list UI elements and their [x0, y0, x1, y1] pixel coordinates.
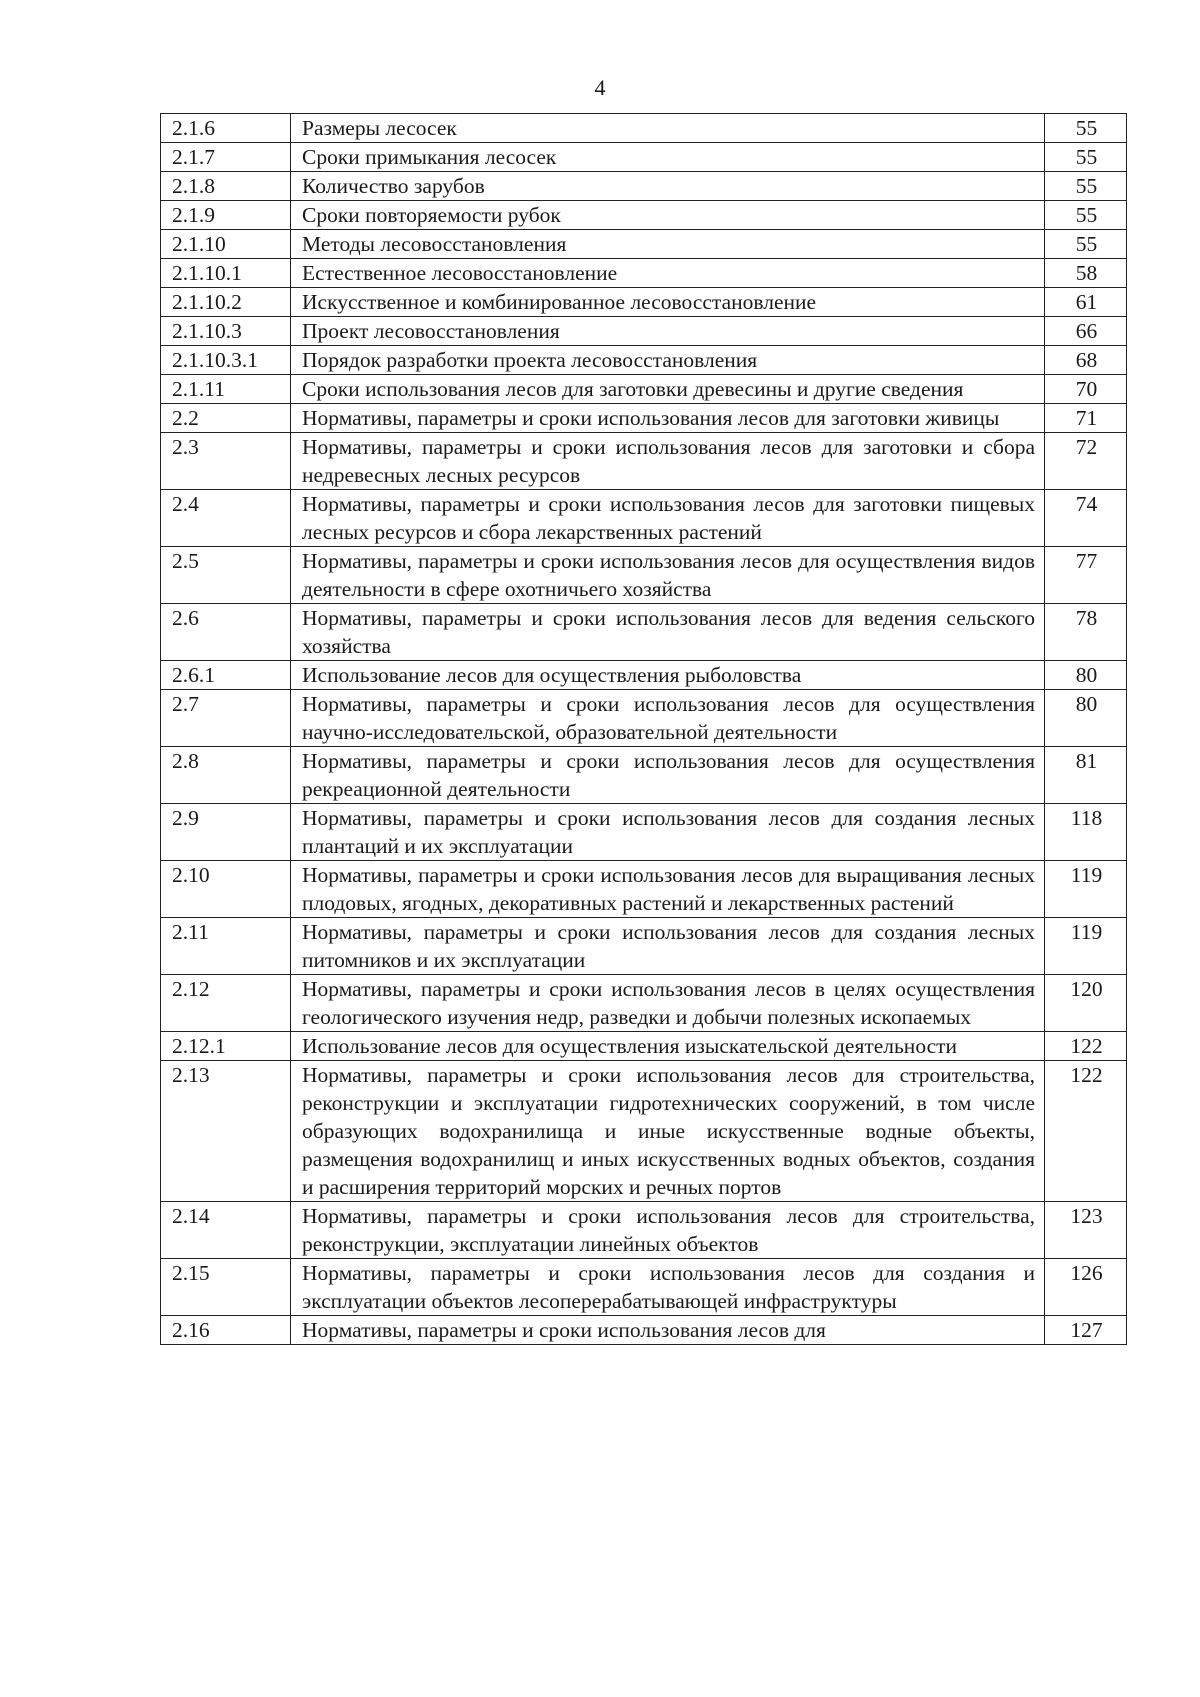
toc-section-number: 2.15 — [161, 1259, 291, 1316]
toc-section-number: 2.9 — [161, 804, 291, 861]
toc-row — [161, 547, 1127, 604]
toc-section-title: Нормативы, параметры и сроки использования лесов для осуществления научно-исследовательской, образовательной деятельности — [291, 690, 1045, 747]
toc-section-number: 2.1.10.3 — [161, 317, 291, 346]
toc-section-number: 2.12 — [161, 975, 291, 1032]
toc-row — [161, 172, 1127, 201]
toc-page-number: 80 — [1045, 661, 1127, 690]
toc-section-title: Естественное лесовосстановление — [291, 259, 1045, 288]
toc-section-title: Нормативы, параметры и сроки использования лесов для создания и эксплуатации объектов лесоперерабатывающей инфраструктуры — [291, 1259, 1045, 1316]
toc-row — [161, 490, 1127, 547]
toc-page-number: 72 — [1045, 433, 1127, 490]
toc-row — [161, 404, 1127, 433]
toc-page-number: 126 — [1045, 1259, 1127, 1316]
toc-page-number: 122 — [1045, 1061, 1127, 1202]
toc-row — [161, 1316, 1127, 1345]
toc-section-number: 2.6.1 — [161, 661, 291, 690]
toc-section-title: Количество зарубов — [291, 172, 1045, 201]
toc-section-title: Нормативы, параметры и сроки использования лесов для осуществления рекреационной деятельности — [291, 747, 1045, 804]
toc-page-number: 122 — [1045, 1032, 1127, 1061]
toc-row — [161, 661, 1127, 690]
toc-row — [161, 747, 1127, 804]
toc-section-title: Нормативы, параметры и сроки использования лесов для выращивания лесных плодовых, ягодных, декоративных растений и лекарственных растений — [291, 861, 1045, 918]
page-number: 4 — [594, 75, 606, 100]
toc-section-title: Сроки использования лесов для заготовки древесины и другие сведения — [291, 375, 1045, 404]
toc-row — [161, 918, 1127, 975]
toc-row — [161, 143, 1127, 172]
toc-section-number: 2.10 — [161, 861, 291, 918]
toc-body — [161, 114, 1127, 1345]
toc-section-title: Нормативы, параметры и сроки использования лесов для заготовки пищевых лесных ресурсов и сбора лекарственных растений — [291, 490, 1045, 547]
toc-row — [161, 861, 1127, 918]
toc-page-number: 78 — [1045, 604, 1127, 661]
toc-page-number: 55 — [1045, 114, 1127, 143]
toc-section-title: Нормативы, параметры и сроки использования лесов для — [291, 1316, 1045, 1345]
toc-section-title: Нормативы, параметры и сроки использования лесов в целях осуществления геологического изучения недр, разведки и добычи полезных ископаемых — [291, 975, 1045, 1032]
table-of-contents — [160, 113, 1127, 1345]
toc-page-number: 68 — [1045, 346, 1127, 375]
toc-section-number: 2.13 — [161, 1061, 291, 1202]
toc-section-number: 2.1.10.2 — [161, 288, 291, 317]
toc-section-number: 2.1.11 — [161, 375, 291, 404]
toc-section-number: 2.11 — [161, 918, 291, 975]
toc-page-number: 58 — [1045, 259, 1127, 288]
toc-section-title: Нормативы, параметры и сроки использования лесов для строительства, реконструкции и эксплуатации гидротехнических сооружений, в том числе образующих водохранилища и иные искусственные водные объекты, размещения водохранилищ и иных искусственных водных объектов, создания и расширения территорий морских и речных портов — [291, 1061, 1045, 1202]
toc-row — [161, 1061, 1127, 1202]
toc-row — [161, 346, 1127, 375]
toc-page-number: 55 — [1045, 201, 1127, 230]
toc-section-title: Нормативы, параметры и сроки использования лесов для заготовки и сбора недревесных лесных ресурсов — [291, 433, 1045, 490]
toc-row — [161, 317, 1127, 346]
toc-section-title: Нормативы, параметры и сроки использования лесов для строительства, реконструкции, эксплуатации линейных объектов — [291, 1202, 1045, 1259]
toc-section-number: 2.4 — [161, 490, 291, 547]
toc-row — [161, 375, 1127, 404]
toc-page-number: 55 — [1045, 230, 1127, 259]
toc-row — [161, 433, 1127, 490]
toc-section-number: 2.1.8 — [161, 172, 291, 201]
toc-page-number: 55 — [1045, 143, 1127, 172]
toc-page-number: 123 — [1045, 1202, 1127, 1259]
toc-section-number: 2.5 — [161, 547, 291, 604]
toc-page-number: 127 — [1045, 1316, 1127, 1345]
toc-row — [161, 1032, 1127, 1061]
toc-page-number: 118 — [1045, 804, 1127, 861]
toc-section-title: Нормативы, параметры и сроки использования лесов для создания лесных плантаций и их эксплуатации — [291, 804, 1045, 861]
toc-row — [161, 975, 1127, 1032]
toc-page-number: 119 — [1045, 918, 1127, 975]
toc-section-title: Сроки повторяемости рубок — [291, 201, 1045, 230]
toc-section-title: Искусственное и комбинированное лесовосстановление — [291, 288, 1045, 317]
toc-section-number: 2.7 — [161, 690, 291, 747]
toc-page-number: 70 — [1045, 375, 1127, 404]
toc-section-title: Размеры лесосек — [291, 114, 1045, 143]
toc-section-number: 2.3 — [161, 433, 291, 490]
toc-row — [161, 604, 1127, 661]
toc-page-number: 80 — [1045, 690, 1127, 747]
toc-page-number: 120 — [1045, 975, 1127, 1032]
toc-section-number: 2.2 — [161, 404, 291, 433]
toc-row — [161, 114, 1127, 143]
toc-row — [161, 288, 1127, 317]
toc-section-number: 2.6 — [161, 604, 291, 661]
toc-section-number: 2.1.7 — [161, 143, 291, 172]
toc-section-title: Нормативы, параметры и сроки использования лесов для создания лесных питомников и их эксплуатации — [291, 918, 1045, 975]
toc-row — [161, 690, 1127, 747]
toc-page-number: 74 — [1045, 490, 1127, 547]
toc-page-number: 66 — [1045, 317, 1127, 346]
toc-section-number: 2.1.10.1 — [161, 259, 291, 288]
toc-section-title: Сроки примыкания лесосек — [291, 143, 1045, 172]
toc-section-number: 2.16 — [161, 1316, 291, 1345]
toc-section-title: Нормативы, параметры и сроки использования лесов для ведения сельского хозяйства — [291, 604, 1045, 661]
toc-section-title: Нормативы, параметры и сроки использования лесов для осуществления видов деятельности в сфере охотничьего хозяйства — [291, 547, 1045, 604]
toc-row — [161, 1202, 1127, 1259]
toc-section-number: 2.1.10.3.1 — [161, 346, 291, 375]
toc-page-number: 81 — [1045, 747, 1127, 804]
toc-page-number: 77 — [1045, 547, 1127, 604]
toc-page-number: 61 — [1045, 288, 1127, 317]
toc-row — [161, 259, 1127, 288]
toc-section-number: 2.8 — [161, 747, 291, 804]
toc-section-title: Проект лесовосстановления — [291, 317, 1045, 346]
toc-page-number: 55 — [1045, 172, 1127, 201]
toc-page-number: 119 — [1045, 861, 1127, 918]
toc-section-number: 2.1.9 — [161, 201, 291, 230]
toc-row — [161, 230, 1127, 259]
toc-page-number: 71 — [1045, 404, 1127, 433]
toc-section-title: Нормативы, параметры и сроки использования лесов для заготовки живицы — [291, 404, 1045, 433]
toc-section-title: Использование лесов для осуществления изыскательской деятельности — [291, 1032, 1045, 1061]
toc-row — [161, 1259, 1127, 1316]
toc-section-title: Порядок разработки проекта лесовосстановления — [291, 346, 1045, 375]
toc-section-title: Использование лесов для осуществления рыболовства — [291, 661, 1045, 690]
toc-section-number: 2.12.1 — [161, 1032, 291, 1061]
toc-section-number: 2.1.6 — [161, 114, 291, 143]
toc-row — [161, 804, 1127, 861]
toc-section-title: Методы лесовосстановления — [291, 230, 1045, 259]
toc-section-number: 2.1.10 — [161, 230, 291, 259]
toc-row — [161, 201, 1127, 230]
toc-section-number: 2.14 — [161, 1202, 291, 1259]
